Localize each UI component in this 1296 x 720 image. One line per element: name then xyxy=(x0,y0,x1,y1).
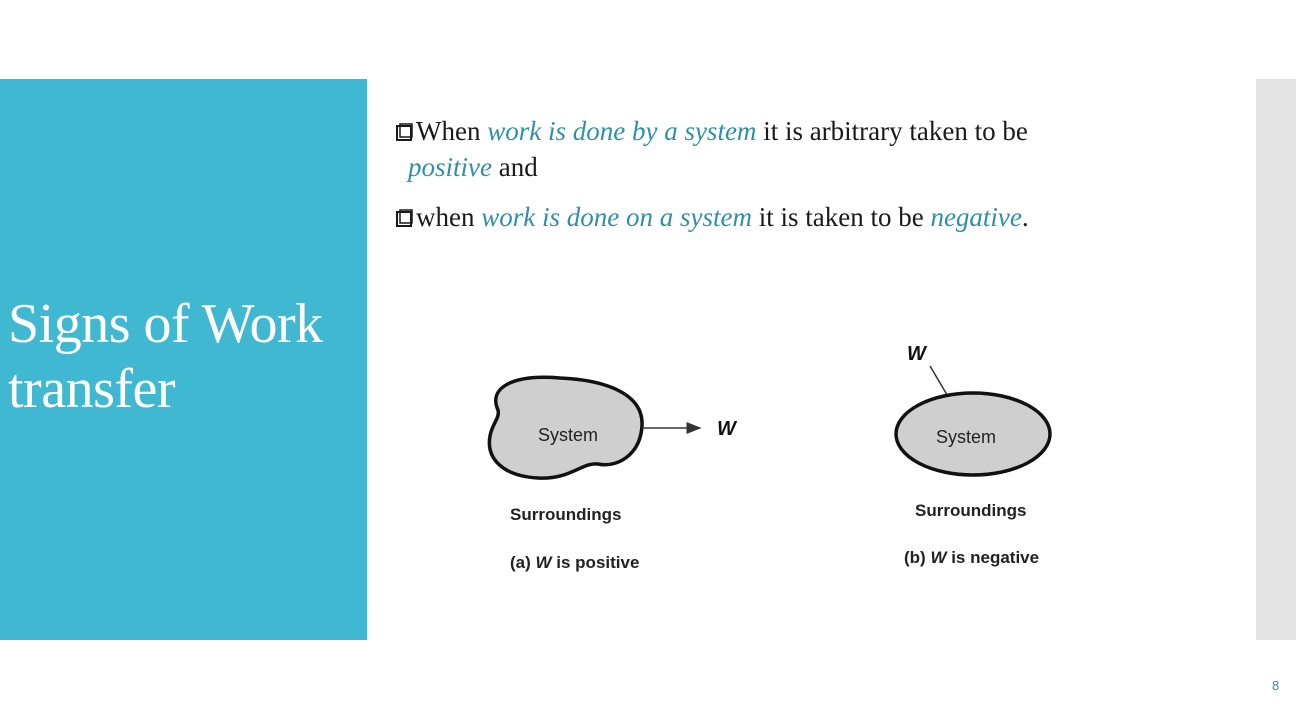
caption-b: (b) W is negative xyxy=(904,548,1040,567)
system-label-b: System xyxy=(935,427,997,447)
diagram-a-positive xyxy=(489,377,738,572)
bullet-emphasis: negative xyxy=(930,202,1022,232)
work-label-a: W xyxy=(717,418,736,440)
bullet-positive-work xyxy=(396,113,1236,185)
bullet-list xyxy=(396,113,1236,235)
diagram-b-negative xyxy=(896,343,1050,567)
bullet-text: and xyxy=(491,152,538,182)
slide-title-line-1: Signs of Work xyxy=(8,293,323,355)
bullet-text: when xyxy=(416,202,482,232)
bullet-text: it is taken to be xyxy=(751,202,931,232)
bullet-negative-work xyxy=(396,199,1236,235)
page-number: 8 xyxy=(1272,678,1280,693)
surroundings-label-b: Surroundings xyxy=(915,501,1027,520)
bullet-text: When xyxy=(416,116,488,146)
bullet-text: . xyxy=(1021,202,1029,232)
caption-a: (a) W is positive xyxy=(510,553,640,572)
slide-title-line-2: transfer xyxy=(8,358,176,420)
checkbox-bullet-icon xyxy=(396,199,416,235)
work-sign-figure xyxy=(410,318,1110,593)
checkbox-bullet-icon xyxy=(396,113,416,149)
surroundings-label-a: Surroundings xyxy=(510,505,622,524)
bullet-emphasis: work is done on a system xyxy=(481,202,752,232)
work-label-b: W xyxy=(907,343,926,365)
system-label-a: System xyxy=(537,425,599,445)
slide-title xyxy=(8,292,323,422)
bullet-emphasis: work is done by a system xyxy=(487,116,757,146)
right-side-bar xyxy=(1256,79,1296,640)
bullet-text: it is arbitrary taken to be xyxy=(756,116,1028,146)
bullet-emphasis: positive xyxy=(408,152,492,182)
